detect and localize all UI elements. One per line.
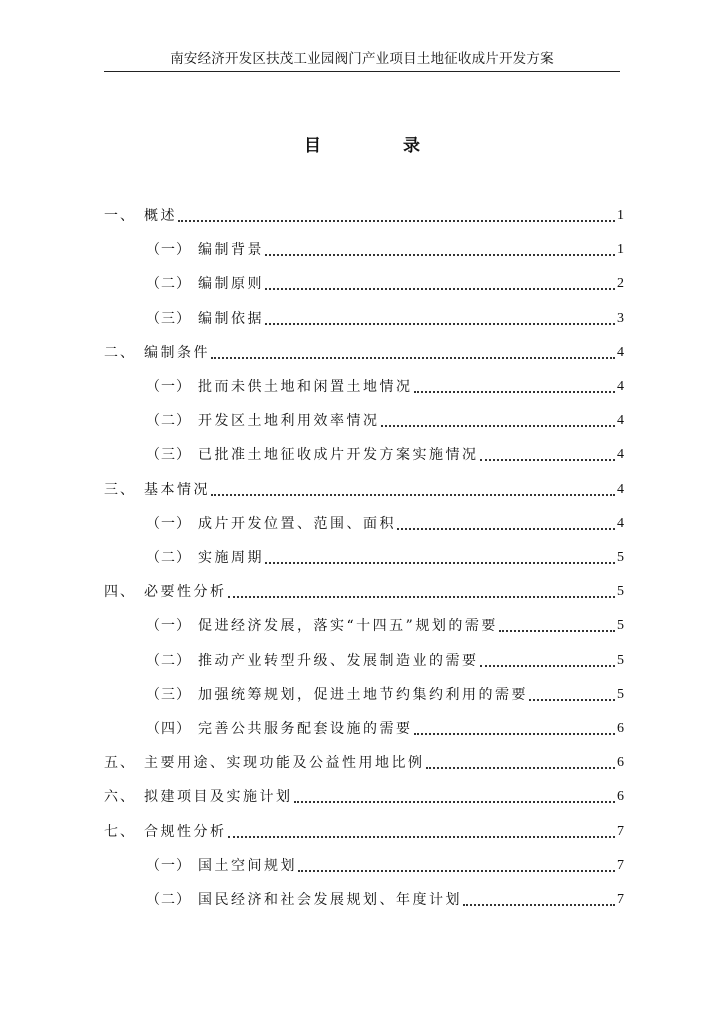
toc-entry-page-number: 1 [617, 208, 624, 223]
toc-entry-title: 编制依据 [198, 310, 264, 327]
toc-entry-page-number: 2 [617, 276, 624, 292]
toc-dot-leader [381, 425, 616, 427]
toc-entry-section[interactable] [146, 855, 624, 875]
toc-entry-page-number: 6 [617, 755, 624, 771]
page-header-title: 南安经济开发区扶茂工业园阀门产业项目土地征收成片开发方案 [170, 51, 554, 67]
toc-dot-leader [480, 459, 616, 461]
toc-entry-section[interactable] [146, 889, 624, 909]
toc-dot-leader [480, 665, 616, 667]
toc-entry-section[interactable] [146, 684, 624, 704]
toc-entry-chapter[interactable] [104, 479, 624, 499]
toc-entry-number: （二） [146, 892, 191, 908]
toc-entry-page-number: 7 [617, 823, 624, 839]
toc-entry-title: 开发区土地利用效率情况 [198, 413, 380, 430]
toc-entry-title: 实施周期 [198, 550, 264, 566]
toc-dot-leader [414, 391, 616, 393]
toc-entry-page-number: 6 [617, 721, 624, 736]
toc-entry-number: （一） [146, 515, 191, 532]
toc-entry-number: （二） [146, 550, 191, 566]
toc-entry-page-number: 4 [617, 481, 624, 497]
toc-entry-section[interactable] [146, 376, 624, 396]
toc-entry-page-number: 4 [617, 379, 624, 394]
toc-entry-number: 三、 [104, 481, 136, 498]
toc-entry-section[interactable] [146, 410, 624, 430]
toc-entry-page-number: 5 [617, 686, 624, 702]
toc-entry-title: 编制背景 [198, 242, 264, 259]
toc-entry-number: （一） [146, 857, 191, 874]
toc-entry-page-number: 5 [617, 618, 624, 634]
toc-entry-chapter[interactable] [104, 821, 624, 841]
toc-entry-title: 完善公共服务配套设施的需要 [198, 721, 413, 737]
toc-entry-page-number: 3 [617, 310, 624, 326]
toc-dot-leader [529, 699, 615, 701]
toc-dot-leader [228, 596, 616, 598]
toc-dot-leader [499, 630, 615, 632]
toc-entry-title: 国民经济和社会发展规划、年度计划 [198, 892, 462, 908]
toc-entry-number: （二） [146, 276, 191, 293]
toc-entry-number: （一） [146, 379, 191, 395]
toc-dot-leader [228, 836, 616, 838]
toc-entry-title: 国土空间规划 [198, 857, 297, 874]
toc-entry-title: 加强统筹规划，促进土地节约集约利用的需要 [198, 686, 528, 703]
toc-entry-page-number: 4 [617, 447, 624, 463]
toc-entry-chapter[interactable] [104, 786, 624, 806]
toc-entry-section[interactable] [146, 547, 624, 567]
toc-entry-page-number: 7 [617, 892, 624, 907]
toc-entry-number: 七、 [104, 823, 136, 840]
toc-dot-leader [298, 870, 615, 872]
toc-entry-page-number: 6 [617, 789, 624, 805]
toc-entry-chapter[interactable] [104, 205, 624, 225]
toc-entry-section[interactable] [146, 444, 624, 464]
toc-dot-leader [265, 323, 615, 325]
toc-entry-section[interactable] [146, 650, 624, 670]
toc-entry-chapter[interactable] [104, 752, 624, 772]
toc-entry-title: 成片开发位置、范围、面积 [198, 515, 396, 532]
toc-entry-number: 二、 [104, 344, 136, 361]
toc-entry-title: 编制原则 [198, 276, 264, 293]
toc-dot-leader [397, 528, 615, 530]
toc-entry-number: 一、 [104, 208, 136, 224]
toc-entry-title: 批而未供土地和闲置土地情况 [198, 379, 413, 395]
toc-entry-title: 已批准土地征收成片开发方案实施情况 [198, 447, 479, 464]
toc-entry-page-number: 5 [617, 584, 624, 600]
toc-entry-section[interactable] [146, 308, 624, 328]
toc-entry-page-number: 4 [617, 515, 624, 531]
toc-dot-leader [294, 801, 616, 803]
toc-entry-number: 六、 [104, 789, 136, 806]
toc-entry-title: 主要用途、实现功能及公益性用地比例 [144, 755, 425, 772]
toc-entry-page-number: 1 [617, 242, 624, 258]
toc-title: 目 录 [304, 136, 458, 156]
toc-entry-chapter[interactable] [104, 581, 624, 601]
toc-entry-number: （二） [146, 652, 191, 669]
toc-entry-chapter[interactable] [104, 342, 624, 362]
toc-entry-title: 编制条件 [144, 344, 210, 361]
toc-entry-title: 基本情况 [144, 481, 210, 498]
toc-entry-number: （一） [146, 618, 191, 635]
toc-entry-number: （三） [146, 310, 191, 327]
toc-dot-leader [211, 357, 615, 359]
toc-entry-section[interactable] [146, 513, 624, 533]
toc-entry-title: 推动产业转型升级、发展制造业的需要 [198, 652, 479, 669]
toc-entry-title: 合规性分析 [144, 823, 227, 840]
toc-entry-number: 四、 [104, 584, 136, 601]
toc-dot-leader [211, 494, 615, 496]
toc-entry-number: （三） [146, 686, 191, 703]
toc-entry-section[interactable] [146, 718, 624, 738]
toc-dot-leader [426, 767, 616, 769]
toc-entry-page-number: 4 [617, 413, 624, 429]
toc-entry-page-number: 7 [617, 857, 624, 873]
toc-entry-title: 必要性分析 [144, 584, 227, 601]
toc-entry-number: （二） [146, 413, 191, 430]
toc-entry-number: （三） [146, 447, 191, 464]
toc-dot-leader [414, 733, 616, 735]
toc-entry-section[interactable] [146, 273, 624, 293]
toc-entry-number: （一） [146, 242, 191, 259]
toc-entry-number: 五、 [104, 755, 136, 772]
toc-entry-title: 拟建项目及实施计划 [144, 789, 293, 806]
toc-dot-leader [178, 220, 615, 222]
toc-dot-leader [265, 254, 615, 256]
toc-entry-section[interactable] [146, 239, 624, 259]
toc-entry-page-number: 5 [617, 652, 624, 668]
toc-entry-section[interactable] [146, 615, 624, 635]
toc-dot-leader [265, 562, 615, 564]
toc-entry-page-number: 5 [617, 550, 624, 565]
toc-entry-page-number: 4 [617, 344, 624, 360]
toc-entry-number: （四） [146, 721, 191, 737]
toc-entry-title: 概述 [144, 208, 177, 224]
toc-dot-leader [265, 288, 615, 290]
toc-dot-leader [463, 904, 615, 906]
toc-entry-title: 促进经济发展，落实“十四五”规划的需要 [198, 618, 498, 635]
